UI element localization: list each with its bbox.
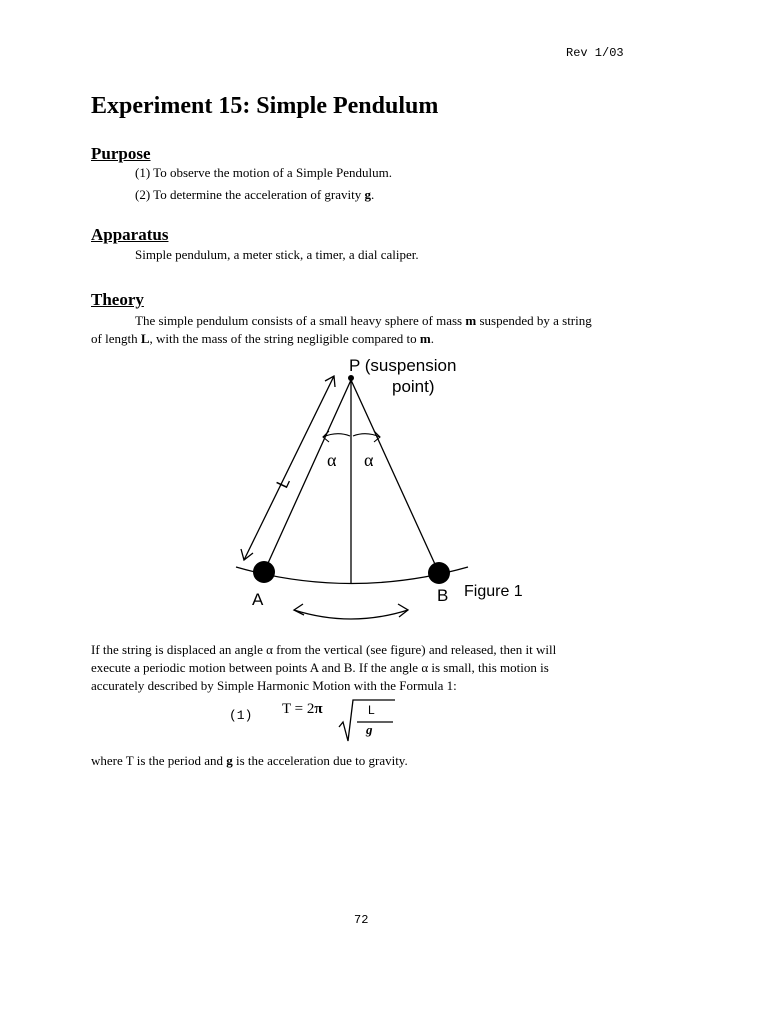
purpose-item-2-text: (2) To determine the acceleration of gravity — [135, 187, 365, 202]
equation-lhs — [282, 701, 323, 718]
gravity-symbol: g — [364, 187, 371, 202]
closing-line-b: is the acceleration due to gravity. — [232, 753, 408, 768]
bob-a — [253, 561, 275, 583]
purpose-heading: Purpose — [91, 144, 151, 163]
paragraph-line-2-a: execute a periodic motion between points A and B. If the angle — [91, 660, 422, 675]
theory-line-1-b: suspended by a string — [476, 313, 592, 328]
purpose-item-2-end: . — [371, 187, 375, 202]
point-b-label: B — [437, 586, 449, 605]
alpha-right-label: α — [364, 450, 374, 470]
theory-line-2-b: , with the mass of the string negligible compared to — [149, 331, 420, 346]
mass-symbol-2: m — [419, 331, 431, 346]
closing-line — [91, 752, 408, 770]
theory-line-2-c: . — [430, 331, 435, 346]
apparatus-heading: Apparatus — [91, 225, 169, 244]
equation-number: (1) — [229, 708, 253, 723]
paragraph-line-1-b: from the vertical (see figure) and released, then it will — [272, 642, 557, 657]
motion-arrow — [294, 610, 408, 619]
equation-lhs-text: T = 2 — [282, 701, 315, 717]
motion-arrowhead-left — [294, 604, 304, 615]
figure-caption: Figure 1 — [464, 583, 523, 600]
suspension-label-2: point) — [392, 377, 435, 396]
mass-symbol: m — [465, 313, 477, 328]
length-symbol: L — [140, 331, 150, 346]
paragraph-line-3: accurately described by Simple Harmonic Motion with the Formula 1: — [91, 678, 457, 693]
motion-arrowhead-right — [398, 604, 408, 617]
page-number: 72 — [354, 913, 369, 927]
alpha-left-label: α — [327, 450, 337, 470]
pi-symbol: π — [314, 701, 323, 717]
theory-line-1-a: The simple pendulum consists of a small heavy sphere of mass — [135, 313, 466, 328]
purpose-item-1: (1) To observe the motion of a Simple Pendulum. — [135, 165, 393, 180]
paragraph-line-2-b: is small, this motion is — [428, 660, 549, 675]
gravity-symbol-2: g — [226, 753, 233, 768]
revision-label: Rev 1/03 — [566, 46, 624, 60]
bob-b — [428, 562, 450, 584]
theory-heading: Theory — [91, 290, 144, 309]
length-arrow — [244, 376, 337, 560]
equation-denominator: g — [366, 722, 373, 737]
apparatus-text: Simple pendulum, a meter stick, a timer, a dial caliper. — [135, 247, 419, 262]
paragraph-line-1 — [91, 641, 556, 659]
paragraph-line-2 — [91, 659, 549, 677]
point-a-label: A — [252, 590, 264, 609]
alpha-symbol-2: α — [421, 660, 429, 675]
theory-line-2-a: of length — [91, 331, 141, 346]
length-label: L — [272, 474, 294, 492]
suspension-label: P (suspension — [349, 356, 457, 375]
equation-numerator: L — [368, 703, 375, 717]
closing-line-a: where T is the period and — [91, 753, 227, 768]
page-title: Experiment 15: Simple Pendulum — [91, 93, 439, 119]
paragraph-line-1-a: If the string is displaced an angle — [91, 642, 267, 657]
alpha-symbol: α — [266, 642, 273, 657]
string-right — [351, 380, 439, 573]
